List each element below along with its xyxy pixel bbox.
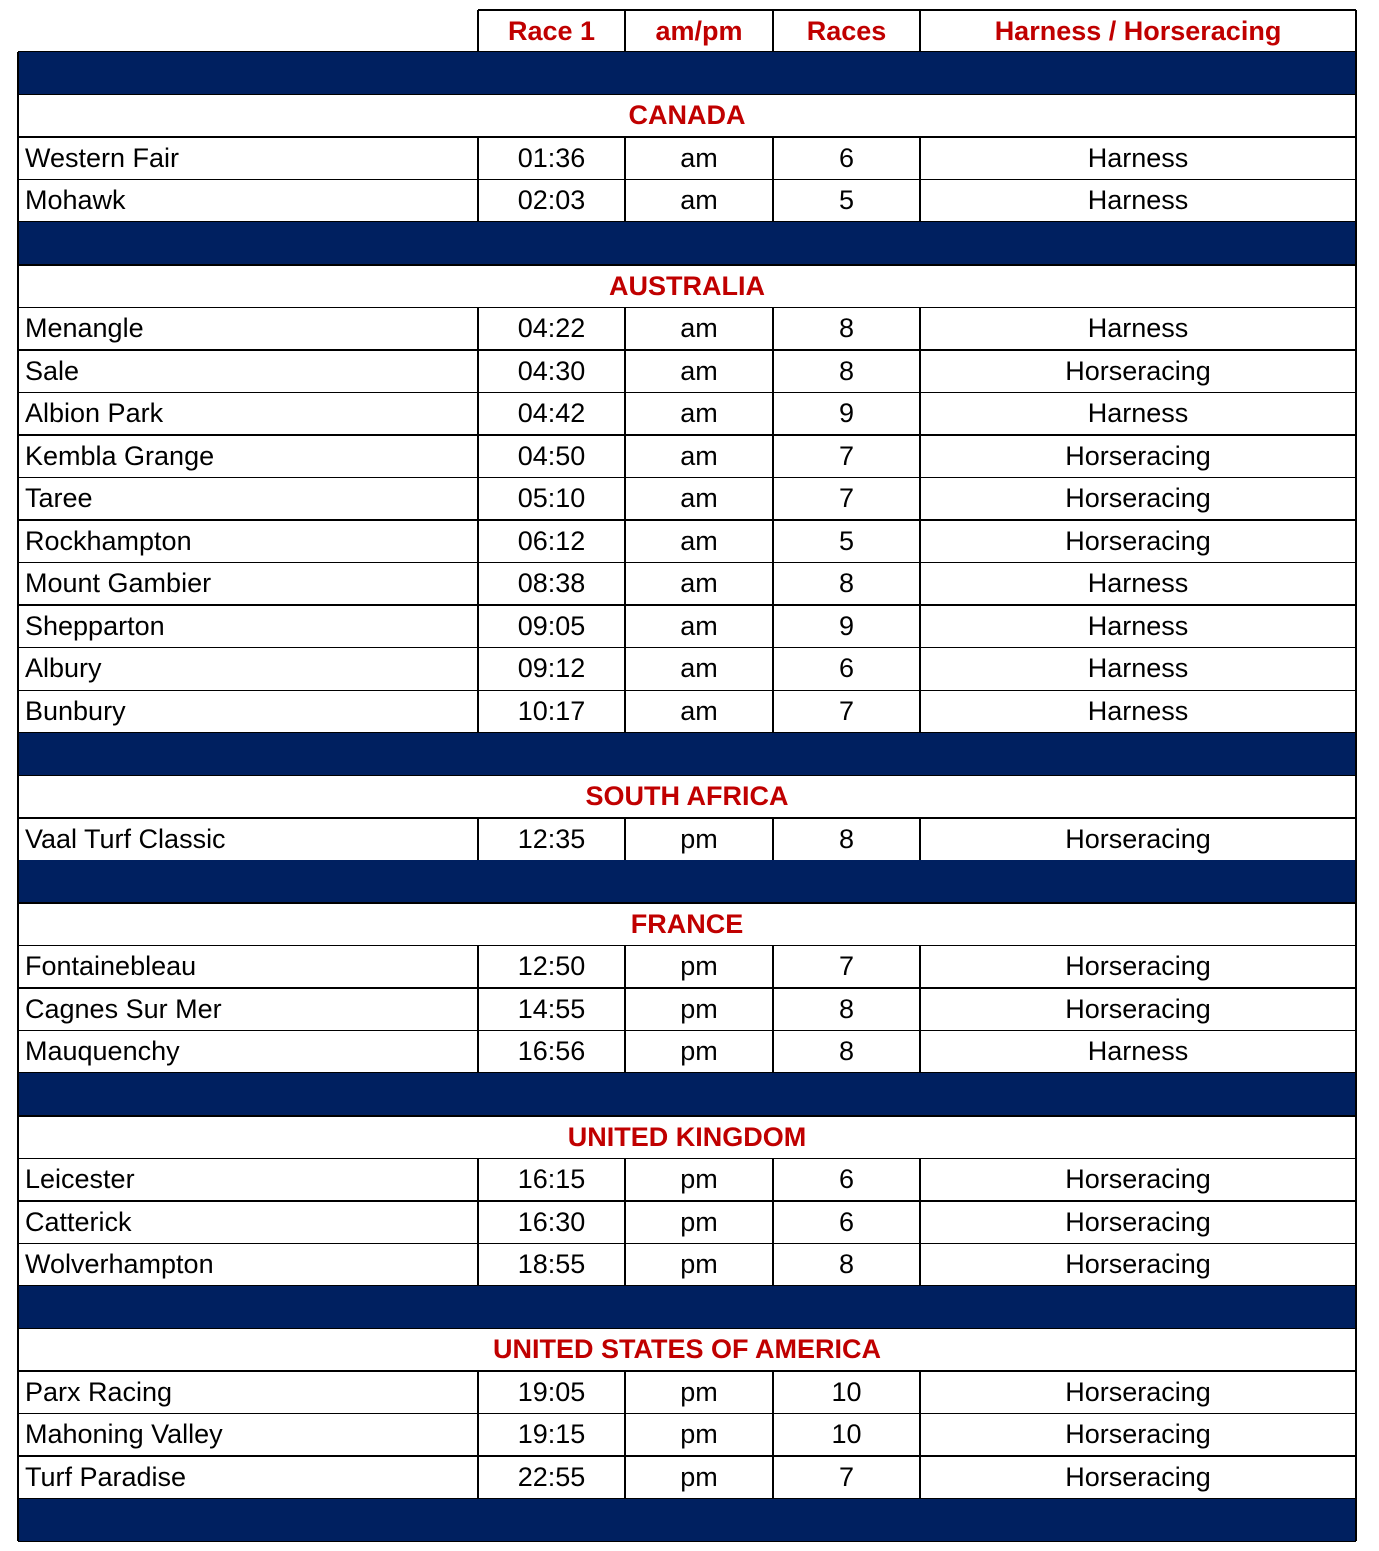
cell-venue: Vaal Turf Classic [25,823,226,854]
cell-type: Horseracing [1065,483,1211,514]
cell-races: 8 [838,993,855,1024]
cell-venue: Albion Park [25,398,164,429]
cell-races: 8 [838,823,855,854]
cell-race1: 04:42 [517,398,586,429]
cell-type: Horseracing [1065,993,1211,1024]
cell-races: 10 [831,1419,862,1450]
cell-races: 9 [838,398,855,429]
cell-races: 8 [838,1036,855,1067]
cell-races: 8 [838,355,855,386]
cell-race1: 16:30 [517,1206,586,1237]
cell-race1: 09:05 [517,610,586,641]
country-heading: CANADA [628,100,746,131]
cell-type: Horseracing [1065,1249,1211,1280]
section-separator-band [18,1073,1356,1116]
cell-race1: 12:50 [517,951,586,982]
cell-venue: Parx Racing [25,1376,173,1407]
cell-venue: Mount Gambier [25,568,212,599]
cell-race1: 04:22 [517,313,586,344]
cell-races: 6 [838,653,855,684]
cell-race1: 18:55 [517,1249,586,1280]
column-header: am/pm [655,15,743,46]
cell-venue: Bunbury [25,696,126,727]
cell-race1: 04:50 [517,440,586,471]
country-heading: SOUTH AFRICA [585,781,789,812]
cell-races: 8 [838,568,855,599]
cell-ampm: pm [680,1249,718,1280]
cell-ampm: am [680,653,718,684]
cell-race1: 19:05 [517,1376,586,1407]
cell-type: Harness [1087,696,1189,727]
cell-race1: 16:56 [517,1036,586,1067]
cell-type: Harness [1087,1036,1189,1067]
column-header: Race 1 [507,15,596,46]
cell-race1: 12:35 [517,823,586,854]
cell-races: 6 [838,1164,855,1195]
cell-ampm: pm [680,1206,718,1237]
section-separator-band [18,860,1356,903]
cell-ampm: am [680,568,718,599]
cell-race1: 10:17 [517,696,586,727]
cell-races: 7 [838,696,855,727]
cell-type: Horseracing [1065,355,1211,386]
cell-type: Harness [1087,568,1189,599]
cell-type: Harness [1087,313,1189,344]
cell-ampm: pm [680,1036,718,1067]
cell-type: Horseracing [1065,1419,1211,1450]
cell-type: Harness [1087,185,1189,216]
column-header: Harness / Horseracing [994,15,1282,46]
cell-venue: Turf Paradise [25,1461,187,1492]
cell-venue: Taree [25,483,93,514]
cell-type: Harness [1087,653,1189,684]
cell-race1: 22:55 [517,1461,586,1492]
cell-race1: 16:15 [517,1164,586,1195]
cell-venue: Shepparton [25,610,165,641]
cell-venue: Albury [25,653,102,684]
cell-races: 5 [838,185,855,216]
cell-ampm: pm [680,1164,718,1195]
cell-ampm: pm [680,1419,718,1450]
cell-race1: 01:36 [517,142,586,173]
cell-type: Harness [1087,142,1189,173]
cell-race1: 09:12 [517,653,586,684]
cell-races: 7 [838,1461,855,1492]
column-header: Races [806,15,887,46]
cell-races: 7 [838,483,855,514]
cell-races: 7 [838,440,855,471]
cell-venue: Mohawk [25,185,126,216]
section-separator-band [18,52,1356,95]
cell-race1: 19:15 [517,1419,586,1450]
cell-venue: Fontainebleau [25,951,197,982]
cell-type: Horseracing [1065,823,1211,854]
cell-type: Horseracing [1065,951,1211,982]
cell-races: 7 [838,951,855,982]
cell-ampm: pm [680,823,718,854]
country-heading: UNITED STATES OF AMERICA [493,1334,881,1365]
cell-venue: Menangle [25,313,144,344]
cell-type: Harness [1087,610,1189,641]
grid-line [17,52,19,1541]
cell-races: 6 [838,1206,855,1237]
cell-ampm: pm [680,993,718,1024]
cell-type: Horseracing [1065,1376,1211,1407]
cell-race1: 14:55 [517,993,586,1024]
cell-venue: Western Fair [25,142,180,173]
cell-type: Horseracing [1065,1206,1211,1237]
section-separator-band [18,222,1356,265]
cell-venue: Rockhampton [25,525,192,556]
cell-ampm: am [680,355,718,386]
grid-line [18,1541,1356,1543]
grid-line [1355,52,1357,1541]
cell-venue: Wolverhampton [25,1249,214,1280]
cell-races: 8 [838,1249,855,1280]
cell-race1: 06:12 [517,525,586,556]
cell-type: Horseracing [1065,525,1211,556]
cell-races: 5 [838,525,855,556]
cell-ampm: am [680,142,718,173]
cell-venue: Cagnes Sur Mer [25,993,222,1024]
country-heading: FRANCE [630,908,744,939]
cell-race1: 02:03 [517,185,586,216]
cell-races: 6 [838,142,855,173]
cell-venue: Kembla Grange [25,440,215,471]
cell-type: Harness [1087,398,1189,429]
cell-races: 9 [838,610,855,641]
cell-ampm: pm [680,1376,718,1407]
cell-ampm: am [680,696,718,727]
cell-ampm: am [680,440,718,471]
cell-type: Horseracing [1065,1461,1211,1492]
cell-venue: Mahoning Valley [25,1419,223,1450]
cell-ampm: am [680,398,718,429]
cell-ampm: am [680,610,718,641]
section-separator-band [18,1499,1356,1542]
cell-races: 8 [838,313,855,344]
cell-races: 10 [831,1376,862,1407]
cell-ampm: pm [680,1461,718,1492]
cell-ampm: am [680,313,718,344]
country-heading: AUSTRALIA [609,270,765,301]
cell-venue: Catterick [25,1206,132,1237]
cell-ampm: am [680,525,718,556]
cell-venue: Leicester [25,1164,135,1195]
cell-race1: 08:38 [517,568,586,599]
cell-race1: 05:10 [517,483,586,514]
cell-type: Horseracing [1065,1164,1211,1195]
cell-venue: Sale [25,355,80,386]
cell-ampm: am [680,483,718,514]
cell-ampm: am [680,185,718,216]
section-separator-band [18,733,1356,776]
country-heading: UNITED KINGDOM [567,1121,807,1152]
cell-ampm: pm [680,951,718,982]
cell-race1: 04:30 [517,355,586,386]
cell-type: Horseracing [1065,440,1211,471]
section-separator-band [18,1286,1356,1329]
cell-venue: Mauquenchy [25,1036,180,1067]
